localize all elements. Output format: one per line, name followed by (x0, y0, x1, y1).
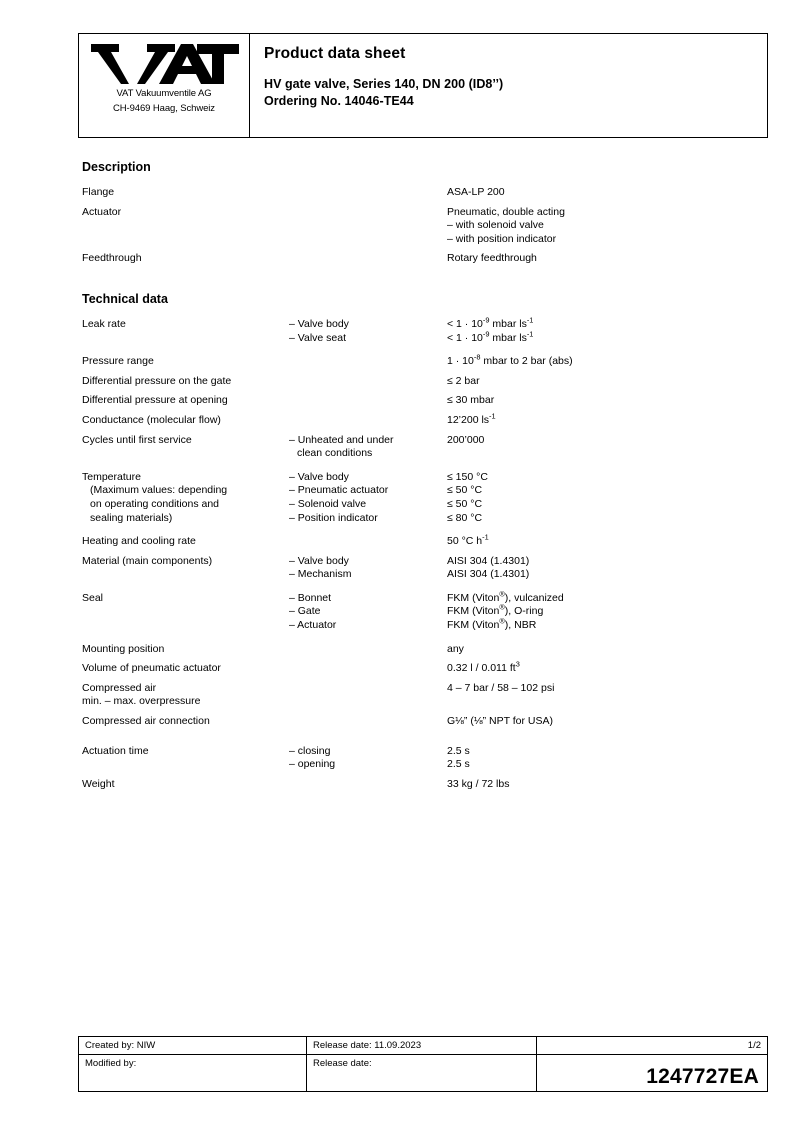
section-title-technical-data: Technical data (82, 291, 168, 306)
table-row (82, 355, 772, 369)
table-row (82, 318, 772, 332)
value-part: FKM (Viton (447, 619, 500, 632)
row-label: Mounting position (82, 642, 165, 655)
row-label: Leak rate (82, 317, 126, 330)
row-mid (289, 186, 447, 200)
technical-data-table (82, 315, 772, 791)
table-row (82, 695, 772, 709)
row-value: AISI 304 (1.4301) (447, 568, 530, 581)
table-row (82, 758, 772, 772)
row-value (447, 315, 772, 332)
table-row (82, 186, 772, 200)
row-label: Compressed air (82, 681, 157, 694)
table-row (82, 555, 772, 569)
table-row (82, 745, 772, 759)
row-label: Differential pressure on the gate (82, 374, 232, 387)
table-row (82, 512, 772, 526)
row-value: ≤ 2 bar (447, 374, 480, 387)
row-label: Material (main components) (82, 554, 213, 567)
row-label-cont: min. – max. overpressure (82, 695, 201, 708)
table-row (82, 447, 772, 461)
value-part: < 1 · 10 (447, 331, 483, 344)
row-value: ≤ 50 °C (447, 497, 483, 510)
value-part: 0.32 l / 0.011 ft (447, 662, 516, 675)
company-address: CH-9469 Haag, Schweiz (113, 103, 215, 114)
row-value: ≤ 50 °C (447, 484, 483, 497)
value-part: 50 °C h (447, 535, 483, 548)
ordering-number: Ordering No. 14046-TE44 (264, 94, 414, 108)
table-row (82, 715, 772, 729)
footer-row-bottom (79, 1055, 767, 1091)
header-title-block (250, 34, 767, 137)
company-name: VAT Vakuumventile AG (116, 88, 212, 99)
row-mid: – Pneumatic actuator (289, 484, 389, 497)
row-mid: – Mechanism (289, 568, 352, 581)
value-exponent: -9 (482, 315, 490, 325)
row-value: 2.5 s (447, 758, 470, 771)
table-row (82, 498, 772, 512)
row-mid: – closing (289, 744, 331, 757)
value-part: mbar ls (489, 331, 527, 344)
value-part: mbar ls (489, 317, 527, 330)
table-row (82, 414, 772, 428)
row-value: 200’000 (447, 433, 485, 446)
row-value (447, 352, 772, 369)
company-logo-block (79, 34, 250, 137)
value-part: FKM (Viton (447, 591, 500, 604)
table-row (82, 778, 772, 792)
product-name: HV gate valve, Series 140, DN 200 (ID8’’) (264, 77, 504, 91)
row-label: Cycles until first service (82, 433, 192, 446)
document-body (82, 160, 772, 791)
table-row (82, 484, 772, 498)
row-value (447, 532, 772, 549)
table-row (82, 206, 772, 220)
row-value (447, 616, 772, 633)
row-label: Flange (82, 186, 115, 198)
row-value (447, 329, 772, 346)
row-label: Conductance (molecular flow) (82, 413, 221, 426)
row-value: any (447, 642, 464, 655)
table-row (82, 682, 772, 696)
row-label: Weight (82, 777, 115, 790)
row-value (447, 602, 772, 619)
table-row (82, 394, 772, 408)
row-value: AISI 304 (1.4301) (447, 554, 530, 567)
value-exponent: 3 (515, 659, 520, 669)
page-title: Product data sheet (264, 45, 406, 62)
table-row (82, 643, 772, 657)
value-part: 1 · 10 (447, 355, 474, 368)
row-mid (289, 252, 447, 266)
value-part: 12’200 ls (447, 413, 490, 426)
row-mid: – Valve body (289, 317, 349, 330)
registered-mark: ® (499, 616, 505, 626)
value-exponent: -1 (526, 329, 534, 339)
row-mid-cont: clean conditions (297, 447, 373, 460)
created-by: Created by: NIW (79, 1037, 307, 1054)
row-label: Actuation time (82, 744, 149, 757)
table-row (82, 662, 772, 676)
value-part: mbar to 2 bar (abs) (480, 355, 573, 368)
row-mid: – Bonnet (289, 591, 332, 604)
table-row (82, 434, 772, 448)
vat-logo-icon (89, 42, 239, 86)
row-value: – with position indicator (447, 232, 557, 245)
table-row (82, 233, 772, 247)
value-part: ), vulcanized (504, 591, 564, 604)
value-part: < 1 · 10 (447, 317, 483, 330)
row-value: G⅛” (⅛” NPT for USA) (447, 715, 553, 728)
description-table (82, 186, 772, 266)
value-part: FKM (Viton (447, 605, 500, 618)
row-mid: – Unheated and under (289, 433, 394, 446)
row-value: ≤ 30 mbar (447, 394, 495, 407)
value-exponent: -9 (482, 329, 490, 339)
value-exponent: -1 (489, 411, 496, 421)
document-header (78, 33, 768, 138)
row-label-cont: on operating conditions and (90, 497, 220, 510)
release-date: Release date: 11.09.2023 (307, 1037, 537, 1054)
row-value: ASA-LP 200 (447, 186, 505, 198)
value-exponent: -8 (473, 352, 481, 362)
document-number: 1247727EA (646, 1065, 759, 1088)
registered-mark: ® (499, 602, 505, 612)
table-row (82, 605, 772, 619)
row-label: Feedthrough (82, 252, 142, 265)
row-value (447, 589, 772, 606)
row-mid: – Valve seat (289, 331, 347, 344)
row-mid: – Solenoid valve (289, 497, 367, 510)
row-mid (289, 447, 447, 461)
document-footer (78, 1036, 768, 1092)
release-date-empty: Release date: (307, 1055, 537, 1091)
row-value: 33 kg / 72 lbs (447, 777, 510, 790)
row-mid: – Valve body (289, 470, 349, 483)
table-row (82, 219, 772, 233)
value-part: ), NBR (504, 619, 537, 632)
row-label: Volume of pneumatic actuator (82, 662, 221, 675)
table-row (82, 619, 772, 633)
row-mid: – Actuator (289, 619, 337, 632)
table-row (82, 592, 772, 606)
row-label: Differential pressure at opening (82, 394, 228, 407)
footer-row-top (79, 1037, 767, 1055)
table-row (82, 568, 772, 582)
row-mid: – Gate (289, 605, 321, 618)
row-label: Compressed air connection (82, 715, 210, 728)
row-mid (289, 206, 447, 220)
row-label: Seal (82, 591, 104, 604)
row-label-cont: (Maximum values: depending (90, 484, 228, 497)
row-value: ≤ 80 °C (447, 511, 483, 524)
table-row (82, 471, 772, 485)
table-row (82, 332, 772, 346)
row-label-cont: sealing materials) (90, 511, 173, 524)
row-value (447, 411, 772, 428)
row-label: Temperature (82, 470, 141, 483)
row-value: 4 – 7 bar / 58 – 102 psi (447, 681, 555, 694)
row-mid: – Position indicator (289, 511, 378, 524)
value-exponent: -1 (526, 315, 534, 325)
row-label: Actuator (82, 205, 122, 218)
row-value (447, 659, 772, 676)
modified-by: Modified by: (79, 1055, 307, 1091)
row-value: ≤ 150 °C (447, 470, 488, 483)
table-row (82, 252, 772, 266)
page-number: 1/2 (747, 1040, 761, 1051)
row-mid: – opening (289, 758, 336, 771)
registered-mark: ® (499, 589, 505, 599)
row-value: – with solenoid valve (447, 219, 544, 232)
row-label: Heating and cooling rate (82, 535, 196, 548)
row-label: Pressure range (82, 355, 154, 368)
table-row (82, 375, 772, 389)
row-value: 2.5 s (447, 744, 470, 757)
value-exponent: -1 (482, 532, 489, 542)
row-value: Pneumatic, double acting (447, 205, 565, 218)
value-part: ), O-ring (504, 605, 544, 618)
row-mid: – Valve body (289, 554, 349, 567)
row-value: Rotary feedthrough (447, 252, 537, 265)
table-row (82, 535, 772, 549)
section-title-description: Description (82, 160, 151, 174)
